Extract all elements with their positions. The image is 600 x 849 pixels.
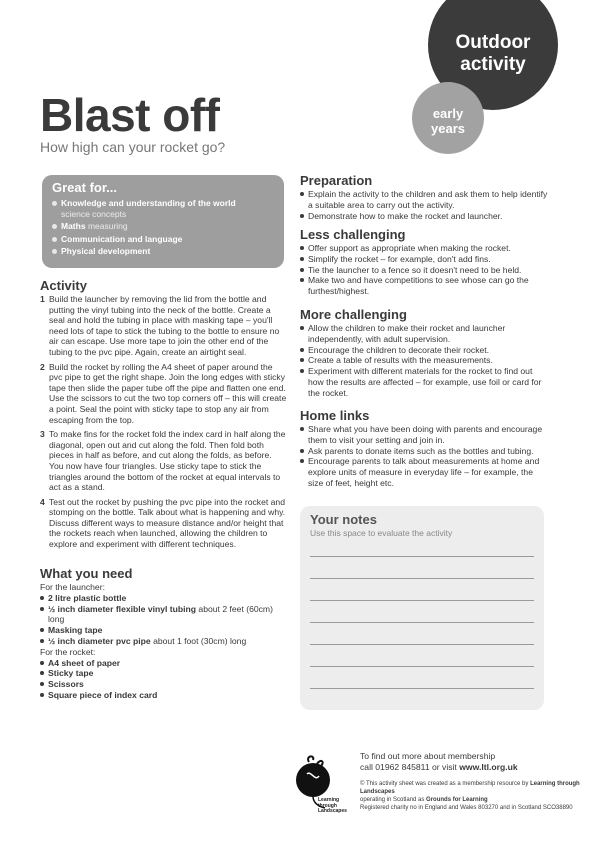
logo-line: through [318,802,337,809]
list-item: Offer support as appropriate when making the rocket. [300,243,550,254]
rocket-label: For the rocket: [40,646,96,657]
badge-line1: Outdoor [455,32,531,53]
activity-step [40,362,288,426]
your-notes-box [300,506,544,710]
activity-step [40,497,288,550]
need-item: ½ inch diameter pvc pipe about 1 foot (30cm) long [40,636,288,647]
list-item: Experiment with different materials for the rocket to find out how the results are affected – for example, use foil or card for the rocket. [300,366,550,398]
need-item: Sticky tape [40,668,288,679]
step-number: 3 [40,429,45,440]
launcher-label: For the launcher: [40,582,105,592]
need-item: ½ inch diameter flexible vinyl tubing about 2 feet (60cm) long [40,604,288,626]
need-item: 2 litre plastic bottle [40,593,288,604]
more-challenging-heading: More challenging [300,307,407,322]
website-link[interactable]: www.ltl.org.uk [459,762,518,772]
activity-step [40,429,288,493]
step-text: To make fins for the rocket fold the index card in half along the diagonal, open out and cut along the fold. Then fold both pieces in half as before, and cut along the folds, as before. You now have four triangles. Use sticky tape to stick the triangles around the bottom of the rocket at equal intervals to act as a stand. [49,429,286,493]
list-item: Simplify the rocket – for example, don't add fins. [300,254,550,265]
great-for-item-label: Physical development [61,246,151,256]
page-title: Blast off [40,89,220,141]
home-links-heading: Home links [300,408,370,423]
great-for-item-label: Maths [61,221,86,231]
footer-membership: To find out more about membership [360,751,496,761]
home-links-list [300,424,550,489]
list-item: Allow the children to make their rocket and launcher independently, with adult supervision. [300,323,550,345]
great-for-item-sub: measuring [87,221,128,231]
activity-step [40,294,288,358]
what-you-need-heading: What you need [40,566,133,581]
need-item: Square piece of index card [40,690,288,701]
footer-credit: operating in Scotland as Grounds for Learning [360,797,488,803]
page-subtitle: How high can your rocket go? [40,139,226,155]
step-text: Test out the rocket by pushing the pvc pipe into the rocket and stomping on the bottle. Talk about what is happening and why. Discuss different ways to measure distance and/or height that the rockets reach when launched, allowing the children to explore and experiment with different techniques. [49,496,286,550]
list-item: Create a table of results with the measurements. [300,355,550,366]
great-for-item-label: Knowledge and understanding of the world [61,198,236,208]
less-challenging-list [300,243,550,297]
footer-registered: Registered charity no in England and Wales 803270 and in Scotland SCO38890 [360,805,573,811]
list-item: Ask parents to donate items such as the bottles and tubing. [300,446,550,457]
footer [360,751,580,812]
great-for-item-label: Communication and language [61,233,183,244]
notes-line[interactable] [310,556,534,557]
step-number: 2 [40,361,45,372]
notes-line[interactable] [310,666,534,667]
great-for-item [52,246,274,257]
preparation-list [300,189,550,221]
great-for-item [52,221,274,232]
list-item: Demonstrate how to make the rocket and launcher. [300,211,550,222]
great-for-item [52,198,274,219]
age-line1: early [432,106,464,121]
step-text: Build the launcher by removing the lid from the bottle and putting the vinyl tubing into the neck of the bottle. Create a seal and hold the tubing in place with masking tape – you'll need lots of tape to stick the tubing to the bottle to ensure no air can escape. Use more tape to join the other end of the tubing to the pvc pipe. Again, create an airtight seal. [49,294,280,357]
need-item: A4 sheet of paper [40,658,288,669]
activity-heading: Activity [40,278,87,293]
great-for-box [42,175,284,268]
logo-wordmark [318,798,347,815]
step-number: 1 [40,294,45,304]
footer-credit: © This activity sheet was created as a membership resource by Learning through Landscapes [360,781,580,795]
activity-steps [40,294,288,554]
list-item: Tie the launcher to a fence so it doesn't need to be held. [300,265,550,276]
badge-line2: activity [460,54,526,75]
list-item: Encourage parents to talk about measurements at home and explore units of measure in everyday life – for example, the size of feet, height etc. [300,456,550,488]
early-years-badge [412,82,484,154]
age-line2: years [431,121,465,136]
notes-line[interactable] [310,600,534,601]
what-you-need-list [40,582,288,701]
list-item: Explain the activity to the children and ask them to help identify a suitable area to carry out the activity. [300,189,550,211]
list-item: Encourage the children to decorate their rocket. [300,345,550,356]
logo-line: Landscapes [318,808,347,815]
notes-line[interactable] [310,688,534,689]
need-item: Scissors [40,679,288,690]
footer-contact: call 01962 845811 or visit www.ltl.org.uk [360,762,518,772]
need-item: Masking tape [40,625,288,636]
list-item: Make two and have competitions to see whose can go the furthest/highest. [300,275,550,297]
notes-heading: Your notes [310,512,377,527]
list-item: Share what you have been doing with parents and encourage them to visit your setting and join in. [300,424,550,446]
notes-hint: Use this space to evaluate the activity [310,528,453,538]
great-for-item-sub: science concepts [61,208,127,219]
less-challenging-heading: Less challenging [300,227,406,242]
step-text: Build the rocket by rolling the A4 sheet of paper around the pvc pipe to get the right shape. Join the long edges with sticky tape then slide the paper tube off the pipe and flatten one end. Use the scissors to cut the two top corners off – this will create a point. Seal the point with sticky tape to stop any air from escaping from the top. [49,361,287,425]
logo-line: Learning [318,797,340,803]
notes-line[interactable] [310,622,534,623]
more-challenging-list [300,323,550,399]
notes-line[interactable] [310,578,534,579]
notes-line[interactable] [310,644,534,645]
step-number: 4 [40,496,45,507]
preparation-heading: Preparation [300,173,373,188]
great-for-item [52,234,274,245]
great-for-heading: Great for... [52,180,118,195]
